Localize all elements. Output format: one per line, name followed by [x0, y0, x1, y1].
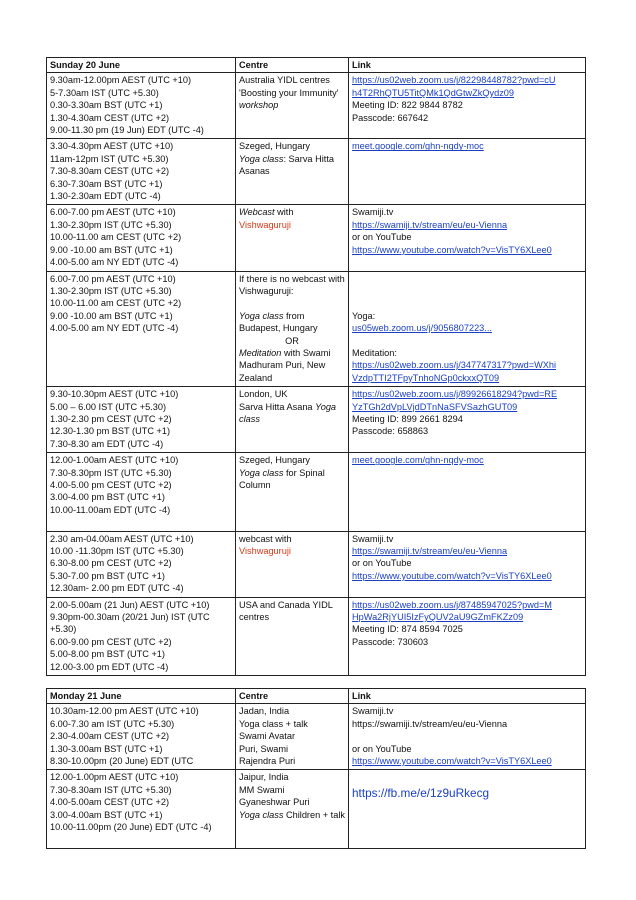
time-line: 1.30-3.00am BST (UTC +1) — [50, 743, 163, 754]
meeting-id: Meeting ID: 822 9844 8782 — [352, 100, 463, 111]
centre-text: Gyaneshwar Puri — [239, 797, 310, 808]
centre-text: If there is no webcast with Vishwaguruji: — [239, 273, 345, 296]
time-line: 2.30 am-04.00am AEST (UTC +10) — [50, 533, 194, 544]
time-line: 6.00-9.00 pm CEST (UTC +2) — [50, 636, 172, 647]
table-header-row — [47, 58, 586, 73]
centre-text: with — [274, 207, 294, 218]
time-line: 6.00-7.00 pm AEST (UTC +10) — [50, 273, 176, 284]
link-plain: Yoga: — [352, 310, 376, 321]
link-plain: Swamiji.tv — [352, 533, 394, 544]
centre-italic: Meditation — [239, 347, 282, 358]
time-cell — [47, 205, 236, 271]
time-line: 9.00 -10.00 am BST (UTC +1) — [50, 310, 173, 321]
table-row — [47, 453, 586, 531]
time-cell — [47, 73, 236, 139]
passcode: Passcode: 667642 — [352, 112, 429, 123]
centre-text: Jadan, India — [239, 706, 290, 717]
centre-cell — [236, 205, 349, 271]
link-cell — [349, 704, 586, 770]
time-line: 0.30-3.30am BST (UTC +1) — [50, 100, 163, 111]
time-cell — [47, 453, 236, 531]
link-plain: or on YouTube — [352, 558, 412, 569]
time-line: 5-7.30am IST (UTC +5.30) — [50, 87, 159, 98]
centre-italic: Yoga class — [239, 310, 284, 321]
link-header: Link — [349, 689, 586, 704]
time-line: 1.30-2.30 pm CEST (UTC +2) — [50, 413, 172, 424]
time-line: 10.00-11.00pm (20 June) EDT (UTC -4) — [50, 822, 212, 833]
centre-text: Szeged, Hungary — [239, 141, 310, 152]
time-cell — [47, 531, 236, 597]
time-line: 12.00-3.00 pm EDT (UTC -4) — [50, 661, 169, 672]
meet-link[interactable]: meet.google.com/ghn-nqdy-moc — [352, 455, 484, 466]
centre-cell — [236, 704, 349, 770]
centre-text: Sarva Hitta Asana — [239, 401, 316, 412]
time-line: 11am-12pm IST (UTC +5.30) — [50, 153, 169, 164]
link-plain: or on YouTube — [352, 232, 412, 243]
meet-link[interactable]: meet.google.com/ghn-nqdy-moc — [352, 141, 484, 152]
passcode: Passcode: 730603 — [352, 636, 429, 647]
link-plain: Meditation: — [352, 347, 397, 358]
sunday-schedule-table — [46, 57, 586, 676]
time-line: 10.00-11.00 am CEST (UTC +2) — [50, 232, 182, 243]
time-line: 4.00-5.00am CEST (UTC +2) — [50, 797, 170, 808]
time-line: 10.30am-12.00 pm AEST (UTC +10) — [50, 706, 199, 717]
link-cell — [349, 387, 586, 453]
time-line: 7.30-8.30am IST (UTC +5.30) — [50, 784, 172, 795]
zoom-link-cont[interactable]: HpWa2RjYUI5IzFyQUV2aU9GZmFKZz09 — [352, 612, 524, 623]
time-line: 7.30-8.30am CEST (UTC +2) — [50, 166, 170, 177]
link-cell — [349, 205, 586, 271]
time-line: 9.00 -10.00 am BST (UTC +1) — [50, 244, 173, 255]
link-plain: or on YouTube — [352, 743, 412, 754]
zoom-link[interactable]: us05web.zoom.us/j/9056807223... — [352, 323, 492, 334]
time-line: 4.00-5.00 am NY EDT (UTC -4) — [50, 257, 179, 268]
time-line: 9.00-11.30 pm (19 Jun) EDT (UTC -4) — [50, 125, 204, 136]
time-line: +5.30) — [50, 624, 77, 635]
centre-cell — [236, 73, 349, 139]
centre-text: USA and Canada YIDL centres — [239, 599, 333, 623]
link-plain: https://swamiji.tv/stream/eu/eu-Vienna — [352, 718, 508, 729]
centre-cell — [236, 453, 349, 531]
meeting-id: Meeting ID: 874 8594 7025 — [352, 624, 463, 635]
time-line: 12.30am- 2.00 pm EDT (UTC -4) — [50, 583, 184, 594]
youtube-link[interactable]: https://www.youtube.com/watch?v=VisTY6XLee0 — [352, 244, 552, 255]
centre-text: Rajendra Puri — [239, 756, 296, 767]
centre-text: Yoga class + talk — [239, 718, 308, 729]
centre-cell — [236, 387, 349, 453]
zoom-link[interactable]: https://us02web.zoom.us/j/82298448782?pwd=cU — [352, 75, 556, 86]
time-line: 2.00-5.00am (21 Jun) AEST (UTC +10) — [50, 599, 210, 610]
time-line: 12.00-1.00pm AEST (UTC +10) — [50, 772, 179, 783]
time-line: 1.30-2.30pm IST (UTC +5.30) — [50, 219, 172, 230]
time-cell — [47, 139, 236, 205]
youtube-link[interactable]: https://www.youtube.com/watch?v=VisTY6XLee0 — [352, 756, 552, 767]
time-line: 3.00-4.00am BST (UTC +1) — [50, 809, 163, 820]
table-row — [47, 73, 586, 139]
centre-italic: Yoga class — [239, 467, 284, 478]
time-line: 9.30pm-00.30am (20/21 Jun) IST (UTC — [50, 612, 210, 623]
centre-text: Swami Avatar — [239, 731, 295, 742]
day-header: Monday 21 June — [47, 689, 236, 704]
time-line: 5.00-8.00 pm BST (UTC +1) — [50, 649, 165, 660]
time-line: 1.30-2.30pm IST (UTC +5.30) — [50, 285, 172, 296]
time-line: 8.30-10.00pm (20 June) EDT (UTC — [50, 756, 194, 767]
time-line: 5.30-7.00 pm BST (UTC +1) — [50, 570, 165, 581]
time-line: 9.30am-12.00pm AEST (UTC +10) — [50, 75, 192, 86]
table-row — [47, 531, 586, 597]
centre-text: webcast with — [239, 533, 292, 544]
time-line: 4.00-5.00 pm CEST (UTC +2) — [50, 479, 172, 490]
time-line: 12.30-1.30 pm BST (UTC +1) — [50, 426, 171, 437]
time-line: 5.00 – 6.00 IST (UTC +5.30) — [50, 401, 167, 412]
time-line: 1.30-2.30am EDT (UTC -4) — [50, 191, 161, 202]
time-line: 10.00-11.00am EDT (UTC -4) — [50, 504, 171, 515]
centre-text: Szeged, Hungary — [239, 455, 310, 466]
time-line: 1.30-4.30am CEST (UTC +2) — [50, 112, 170, 123]
time-cell — [47, 704, 236, 770]
link-header: Link — [349, 58, 586, 73]
table-row — [47, 597, 586, 675]
time-line: 3.00-4.00 pm BST (UTC +1) — [50, 492, 165, 503]
centre-header: Centre — [236, 58, 349, 73]
centre-text: MM Swami — [239, 784, 285, 795]
centre-italic: Yoga class — [239, 153, 284, 164]
centre-cell — [236, 271, 349, 387]
centre-italic: workshop — [239, 100, 279, 111]
facebook-event-link[interactable]: https://fb.me/e/1z9uRkecg — [352, 786, 490, 801]
link-plain: Swamiji.tv — [352, 207, 394, 218]
link-cell — [349, 271, 586, 387]
centre-italic: Webcast — [239, 207, 275, 218]
passcode: Passcode: 658863 — [352, 426, 429, 437]
time-cell — [47, 387, 236, 453]
link-cell — [349, 531, 586, 597]
table-header-row — [47, 689, 586, 704]
centre-header: Centre — [236, 689, 349, 704]
youtube-link[interactable]: https://www.youtube.com/watch?v=VisTY6XLee0 — [352, 570, 552, 581]
time-line: 10.00-11.00 am CEST (UTC +2) — [50, 298, 182, 309]
zoom-link[interactable]: https://us02web.zoom.us/j/87485947025?pwd=M — [352, 599, 552, 610]
table-row — [47, 770, 586, 848]
time-line: 4.00-5.00 am NY EDT (UTC -4) — [50, 323, 179, 334]
link-plain: Swamiji.tv — [352, 706, 394, 717]
guru-name: Vishwaguruji — [239, 546, 291, 556]
zoom-link[interactable]: https://us02web.zoom.us/j/89926618294?pwd=RE — [352, 389, 558, 400]
zoom-link[interactable]: https://us02web.zoom.us/j/347747317?pwd=WXhi — [352, 360, 557, 371]
time-line: 3.30-4.30pm AEST (UTC +10) — [50, 141, 174, 152]
zoom-link-cont[interactable]: h4T2RhQTU5TitQMk1QdGtwZkQydz09 — [352, 87, 515, 98]
centre-cell — [236, 597, 349, 675]
link-cell — [349, 139, 586, 205]
centre-cell — [236, 531, 349, 597]
centre-text: : Sarva Hitta Asanas — [239, 153, 334, 177]
swamiji-link[interactable]: https://swamiji.tv/stream/eu/eu-Vienna — [352, 546, 508, 556]
time-cell — [47, 597, 236, 675]
centre-text: Children + talk — [283, 809, 345, 820]
link-cell — [349, 597, 586, 675]
time-line: 6.00-7.00 pm AEST (UTC +10) — [50, 207, 176, 218]
centre-text: Jaipur, India — [239, 772, 289, 783]
zoom-link-cont[interactable]: YzTGh2dVpLVjdDTnNaSFVSazhGUT09 — [352, 401, 518, 412]
time-line: 7.30-8.30pm IST (UTC +5.30) — [50, 467, 172, 478]
centre-cell — [236, 139, 349, 205]
centre-text: Australia YIDL centres 'Boosting your Immunity' — [239, 75, 339, 98]
zoom-link-cont[interactable]: VzdpTTI2TFpyTnhoNGp0ckxxQT09 — [352, 372, 500, 383]
link-cell — [349, 453, 586, 531]
table-row — [47, 704, 586, 770]
day-header: Sunday 20 June — [47, 58, 236, 73]
time-cell — [47, 770, 236, 848]
time-cell — [47, 271, 236, 387]
time-line: 2.30-4.00am CEST (UTC +2) — [50, 731, 170, 742]
centre-text: Puri, Swami — [239, 743, 289, 754]
time-line: 6.00-7.30 am IST (UTC +5.30) — [50, 718, 175, 729]
time-line: 10.00 -11.30pm IST (UTC +5.30) — [50, 546, 184, 556]
table-row — [47, 139, 586, 205]
centre-text: with Swami Madhuram Puri, New Zealand — [239, 347, 331, 383]
table-row — [47, 205, 586, 271]
table-row — [47, 387, 586, 453]
time-line: 9.30-10.30pm AEST (UTC +10) — [50, 389, 179, 400]
time-line: 12.00-1.00am AEST (UTC +10) — [50, 455, 179, 466]
time-line: 6.30-7.30am BST (UTC +1) — [50, 178, 163, 189]
or-text: OR — [285, 335, 299, 346]
time-line: 7.30-8.30 am EDT (UTC -4) — [50, 438, 164, 449]
swamiji-link[interactable]: https://swamiji.tv/stream/eu/eu-Vienna — [352, 219, 508, 230]
table-row — [47, 271, 586, 387]
guru-name: Vishwaguruji — [239, 219, 291, 230]
centre-italic: Yoga class — [239, 401, 337, 424]
link-cell — [349, 770, 586, 848]
centre-text: London, UK — [239, 389, 288, 400]
centre-text: from Budapest, Hungary — [239, 310, 318, 334]
time-line: 6.30-8.00 pm CEST (UTC +2) — [50, 558, 172, 569]
link-cell — [349, 73, 586, 139]
monday-schedule-table — [46, 688, 586, 849]
centre-italic: Yoga class — [239, 809, 284, 820]
centre-text: for Spinal Column — [239, 467, 325, 490]
meeting-id: Meeting ID: 899 2661 8294 — [352, 413, 463, 424]
centre-cell — [236, 770, 349, 848]
